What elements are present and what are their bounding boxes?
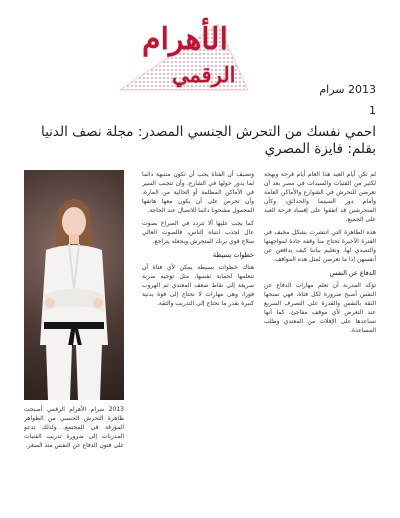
section-heading: خطوات بسيطة bbox=[212, 251, 254, 259]
paragraph: هناك خطوات بسيطة يمكن لأي فتاة أن تتعلمها لحماية نفسها، مثل توجيه ضربة سريعة إلى نقاط ضعف المعتدي ثم الهروب فورا، وهي مهارات لا تحتاج إلى قوة بدنية كبيرة بقدر ما تحتاج إلى التدريب والثقة. bbox=[142, 264, 254, 307]
paragraph: تؤكد المدربة أن تعلم مهارات الدفاع عن النفس أصبح ضرورة لكل فتاة، فهي تمنحها الثقة بالنفس والقدرة على التصرف السريع عند التعرض لأي موقف مفاجئ، كما أنها تساعدها على الإفلات من المعتدي وطلب المساعدة. bbox=[264, 282, 376, 334]
article-column-right bbox=[264, 170, 376, 510]
paragraph: هذه الظاهرة التي انتشرت بشكل مخيف في الفترة الأخيرة تحتاج منا وقفة جادة لمواجهتها والتصدي لها، وتعليم بناتنا كيف يدافعن عن أنفسهن إذا ما تعرضن لمثل هذه المواقف. bbox=[264, 229, 376, 263]
paragraph: كما يجب عليها ألا تتردد في الصراخ بصوت عال لجذب انتباه الناس، فالصوت العالي سلاح قوي يربك المتحرش ويجعله يتراجع. bbox=[142, 220, 254, 245]
paragraph: 2013 سرام الأهرام الرقمي أصبحت ظاهرة التحرش الجنسي من الظواهر المؤرقة في المجتمع، ولذلك تدعو المدربات إلى ضرورة تدريب الفتيات على فنون الدفاع عن النفس منذ الصغر. bbox=[24, 406, 124, 449]
paragraph: وتضيف أن الفتاة يجب أن تكون منتبهة دائما لما يدور حولها في الشارع، وأن تتجنب السير في الأماكن المظلمة أو الخالية من المارة، وأن تحرص على أن يكون معها هاتفها المحمول مشحونا دائما للاتصال عند الحاجة. bbox=[142, 171, 254, 214]
logo-subtitle: الرقمي bbox=[172, 62, 236, 87]
paragraph: لم تكن أيام العيد هذا العام أيام فرحة وبهجة لكثير من الفتيات والسيدات في مصر بعد أن تعرضن للتحرش في الشوارع والأماكن العامة وأمام دور السينما والحدائق، وكأن المتحرشين قد اتفقوا على إفساد فرحة العيد على الجميع. bbox=[264, 171, 376, 223]
issue-date: 2013 سرام bbox=[319, 83, 376, 96]
masthead-logo bbox=[118, 20, 250, 92]
article-column-left bbox=[24, 405, 124, 510]
article-column-middle bbox=[142, 170, 254, 510]
article-photo bbox=[24, 170, 124, 400]
section-heading: الدفاع عن النفس bbox=[329, 269, 376, 277]
issue-number: 1 bbox=[369, 104, 376, 117]
karate-girl-image bbox=[24, 170, 124, 400]
article-headline: احمي نفسك من التحرش الجنسي المصدر: مجلة نصف الدنيا بقلم: فايزة المصري bbox=[40, 124, 376, 157]
logo-title: الأهرام bbox=[142, 22, 228, 57]
